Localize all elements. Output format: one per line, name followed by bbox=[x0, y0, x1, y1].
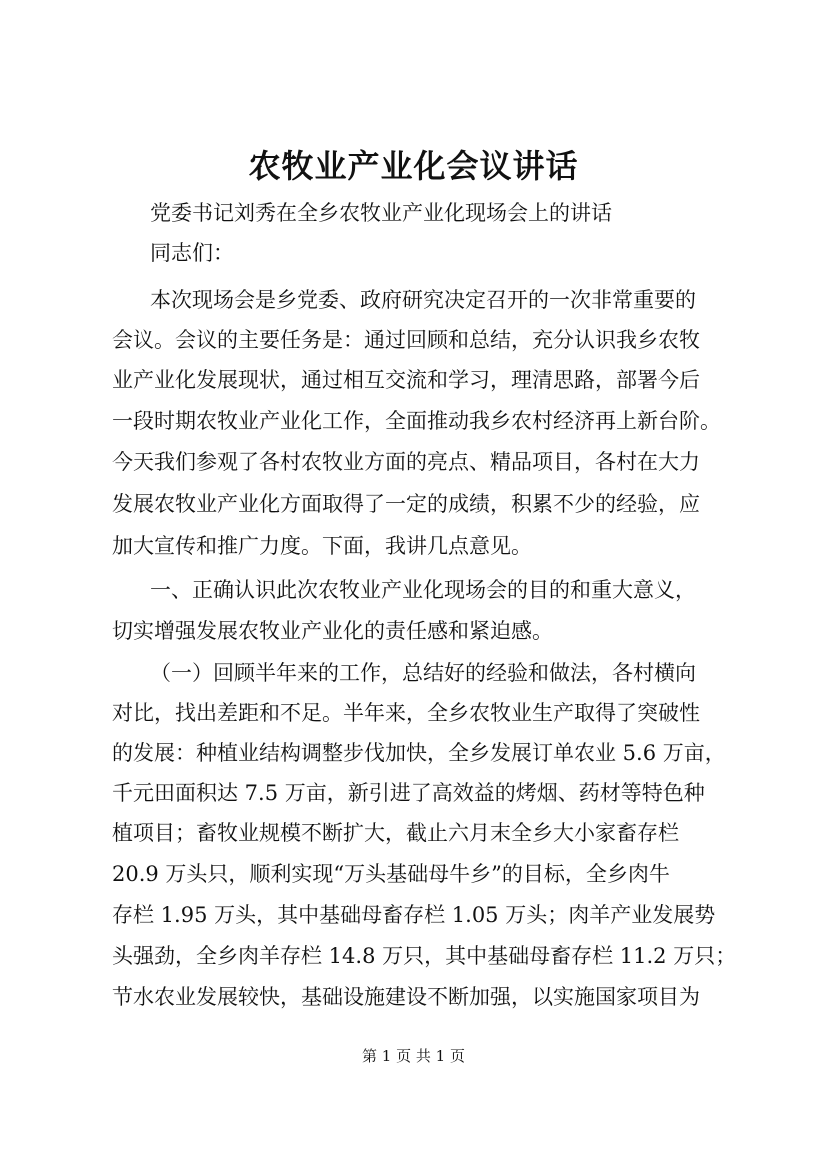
paragraph-line: 会议。会议的主要任务是：通过回顾和总结，充分认识我乡农牧 bbox=[112, 328, 700, 352]
document-title: 农牧业产业化会议讲话 bbox=[248, 147, 579, 185]
subtitle-line: 党委书记刘秀在全乡农牧业产业化现场会上的讲话 bbox=[150, 201, 612, 225]
page-footer: 第 1 页 共 1 页 bbox=[362, 1047, 465, 1065]
paragraph-line: 加大宣传和推广力度。下面，我讲几点意见。 bbox=[112, 534, 532, 558]
paragraph-line: （一）回顾半年来的工作，总结好的经验和做法，各村横向 bbox=[150, 661, 696, 685]
paragraph-line: 一段时期农牧业产业化工作，全面推动我乡农村经济再上新台阶。 bbox=[112, 409, 721, 433]
paragraph-line: 今天我们参观了各村农牧业方面的亮点、精品项目，各村在大力 bbox=[112, 450, 700, 474]
paragraph-line: 千元田面积达 7.5 万亩，新引进了高效益的烤烟、药材等特色种 bbox=[112, 781, 705, 805]
paragraph-line: 头强劲，全乡肉羊存栏 14.8 万只，其中基础母畜存栏 11.2 万只； bbox=[112, 944, 737, 968]
paragraph-line: 对比，找出差距和不足。半年来，全乡农牧业生产取得了突破性 bbox=[112, 701, 700, 725]
section-heading-line: 切实增强发展农牧业产业化的责任感和紧迫感。 bbox=[112, 619, 553, 643]
paragraph-line: 存栏 1.95 万头，其中基础母畜存栏 1.05 万头；肉羊产业发展势 bbox=[112, 903, 716, 927]
paragraph-line: 节水农业发展较快，基础设施建设不断加强，以实施国家项目为 bbox=[112, 985, 700, 1009]
paragraph-line: 的发展：种植业结构调整步伐加快，全乡发展订单农业 5.6 万亩， bbox=[112, 741, 726, 765]
paragraph-line: 发展农牧业产业化方面取得了一定的成绩，积累不少的经验，应 bbox=[112, 492, 700, 516]
paragraph-line: 20.9 万头只，顺利实现“万头基础母牛乡”的目标，全乡肉牛 bbox=[112, 862, 670, 886]
section-heading-line: 一、正确认识此次农牧业产业化现场会的目的和重大意义， bbox=[150, 578, 696, 602]
paragraph-line: 业产业化发展现状，通过相互交流和学习，理清思路，部署今后 bbox=[112, 368, 700, 392]
paragraph-line: 本次现场会是乡党委、政府研究决定召开的一次非常重要的 bbox=[150, 288, 696, 312]
salutation-line: 同志们： bbox=[150, 241, 234, 265]
paragraph-line: 植项目；畜牧业规模不断扩大，截止六月末全乡大小家畜存栏 bbox=[112, 821, 679, 845]
